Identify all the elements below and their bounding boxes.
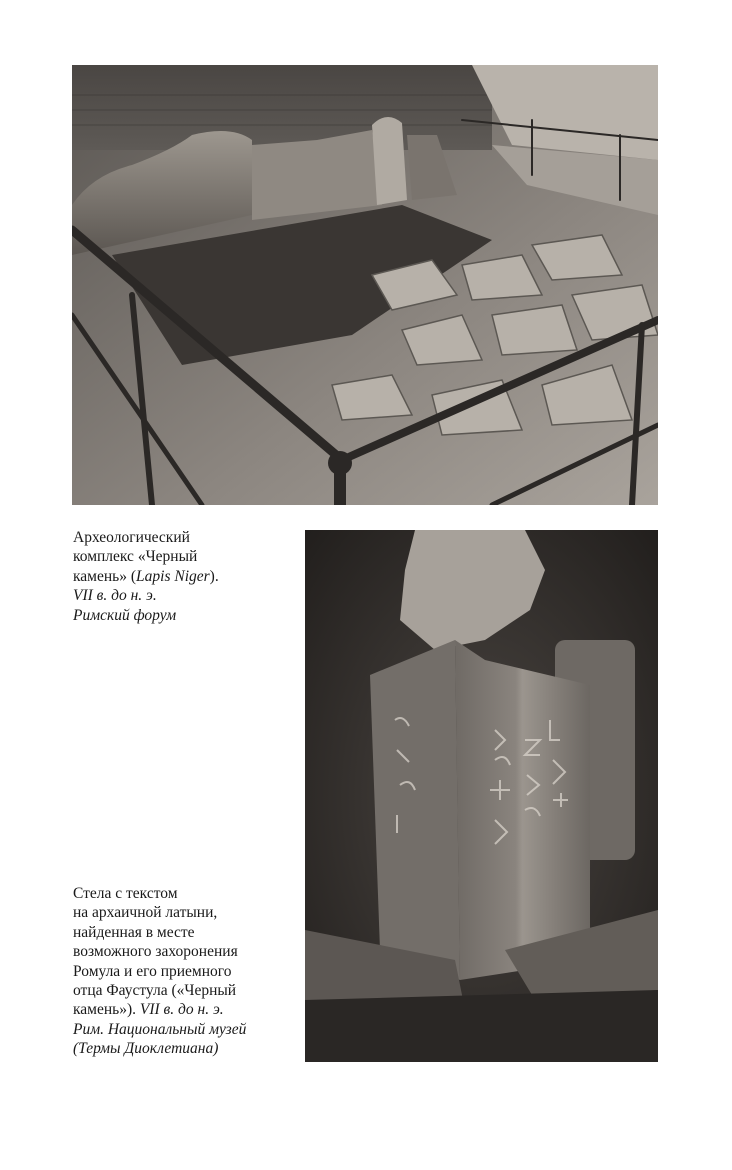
caption-date	[73, 586, 298, 605]
caption-line: отца Фаустула («Черный	[73, 982, 237, 1000]
caption-latin-name: Lapis Niger	[136, 567, 210, 585]
caption-lapis-niger	[73, 528, 298, 625]
caption-museum	[73, 1020, 298, 1039]
caption-line	[73, 1000, 298, 1019]
caption-date-text: VII в. до н. э.	[139, 1001, 224, 1019]
caption-museum-text: Рим. Национальный музей	[73, 1020, 247, 1038]
caption-museum-location	[73, 1039, 298, 1058]
stele-photo-illustration	[305, 530, 658, 1062]
caption-line: Ромула и его приемного	[73, 962, 232, 980]
caption-line: на архаичной латыни,	[73, 904, 218, 922]
caption-line: комплекс «Черный	[73, 548, 198, 566]
caption-text: камень» (	[73, 567, 137, 585]
caption-line	[73, 567, 298, 586]
photo-lapis-niger	[72, 65, 658, 505]
caption-line: возможного захоронения	[73, 943, 238, 961]
caption-location-text: Римский форум	[73, 606, 177, 624]
caption-text: камень»).	[73, 1001, 140, 1019]
caption-line: Стела с текстом	[73, 885, 178, 902]
caption-stele	[73, 884, 298, 1059]
lapis-niger-photo-illustration	[72, 65, 658, 505]
caption-text: ).	[209, 567, 219, 585]
caption-line: найденная в месте	[73, 923, 195, 941]
caption-line: Археологический	[73, 529, 190, 546]
caption-location	[73, 606, 298, 625]
caption-museum-location-text: (Термы Диоклетиана)	[73, 1040, 219, 1058]
photo-stele	[305, 530, 658, 1062]
caption-date-text: VII в. до н. э.	[73, 587, 157, 605]
